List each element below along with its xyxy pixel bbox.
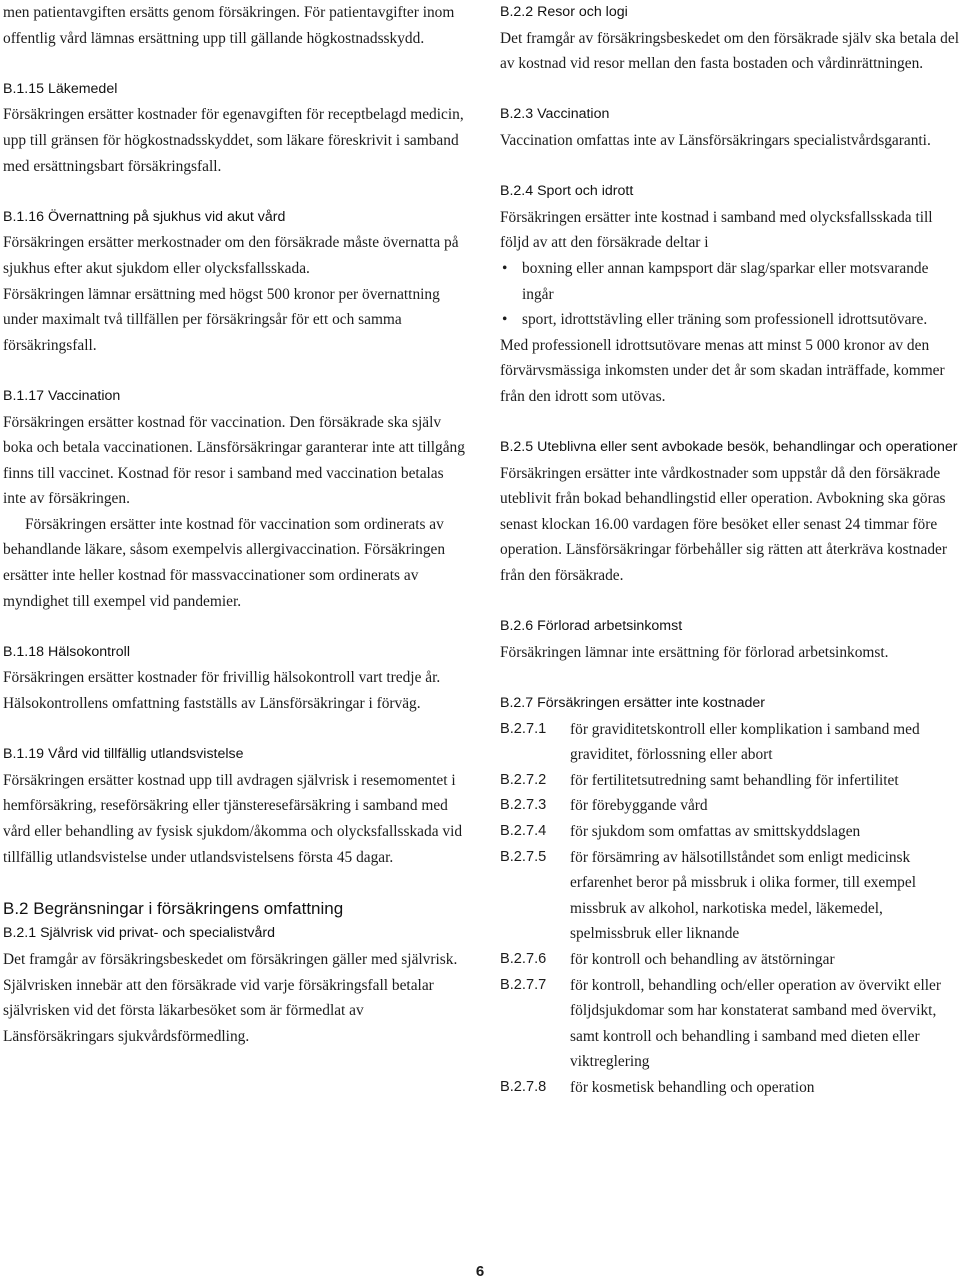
heading-b25: B.2.5 Uteblivna eller sent avbokade besök, behandlingar och operationer (500, 439, 958, 456)
heading-b22: B.2.2 Resor och logi (500, 4, 628, 20)
list-item: B.2.7.6 för kontroll och behandling av ätstörningar (500, 950, 835, 968)
heading-b26: B.2.6 Förlorad arbetsinkomst (500, 618, 683, 635)
heading-b115: B.1.15 Läkemedel (3, 80, 118, 97)
list-item: • boxning eller annan kampsport där slag/sparkar eller motsvarande ingår (500, 256, 960, 307)
page-number: 6 (475, 1263, 485, 1280)
list-item: B.2.7.4 för sjukdom som omfattas av smittskyddslagen (500, 823, 861, 840)
intro-paragraph: men patientavgiften ersätts genom försäkringen. För patientavgifter inom offentlig vård lämnas ersättning upp till gällande högkostnadsskydd. (3, 4, 455, 47)
right-column (500, 0, 960, 1101)
text-b22: Det framgår av försäkringsbeskedet om den försäkrade själv ska betala del av kostnad vid resor mellan den fasta bostaden och vårdinrättningen. (500, 29, 959, 73)
text-b118: Försäkringen ersätter kostnader för frivillig hälsokontroll vart tredje år. Hälsokontrollens omfattning fastställs av Länsförsäkringar i förväg. (3, 669, 441, 713)
heading-b119: B.1.19 Vård vid tillfällig utlandsvistelse (3, 746, 244, 763)
text-b24: Försäkringen ersätter inte kostnad i samband med olycksfallsskada till följd av att den försäkrade deltar i (500, 208, 933, 252)
left-column (3, 0, 465, 1049)
text-b119: Försäkringen ersätter kostnad upp till avdragen självrisk i resemomentet i hemförsäkring, reseförsäkring eller tjänsteresefärsäkring i samband med vård eller behandling av fysisk sjukdom/åkomma och olycksfallsskada vid tillfällig utlandsvistelse under utlandsvistelsens första 45 dagar. (3, 771, 463, 866)
heading-b21: B.2.1 Självrisk vid privat- och specialistvård (3, 925, 276, 942)
text-b117-p2: Försäkringen ersätter inte kostnad för vaccination som ordinerats av behandlande läkare, såsom exempelvis allergivaccination. Försäkringen ersätter inte heller kostnad för massvaccinationer som ordinerats av myndighet till exempel vid pandemier. (3, 515, 446, 610)
list-item: B.2.7.2 för fertilitetsutredning samt behandling för infertilitet (500, 771, 899, 789)
text-b117-p1: Försäkringen ersätter kostnad för vaccination. Den försäkrade ska själv boka och betala vaccinationen. Länsförsäkringar garanterar inte att tillgång finns till vaccinet. Kostnad för resor i samband med vaccination betalas inte av försäkringen. (3, 413, 465, 508)
heading-b118: B.1.18 Hälsokontroll (3, 643, 130, 660)
text-b21: Det framgår av försäkringsbeskedet om försäkringen gäller med självrisk. Självrisken innebär att den försäkrade vid varje försäkringsfall betalar självrisken vid det första läkarbesöket som är förmedlat av Länsförsäkringars sjukvårdsförmedling. (3, 950, 458, 1045)
text-b23: Vaccination omfattas inte av Länsförsäkringars specialistvårdsgaranti. (500, 131, 931, 149)
text-b116-p1: Försäkringen ersätter merkostnader om den försäkrade måste övernatta på sjukhus efter akut sjukdom eller olycksfallsskada. (3, 234, 459, 277)
list-item: B.2.7.3 för förebyggande vård (500, 797, 708, 815)
text-b116-p2: Försäkringen lämnar ersättning med högst 500 kronor per övernattning under maximalt två tillfällen per försäkringsår för ett och samma försäkringsfall. (3, 285, 440, 354)
heading-b24: B.2.4 Sport och idrott (500, 183, 634, 200)
list-item: B.2.7.8 för kosmetisk behandling och operation (500, 1078, 815, 1096)
heading-b23: B.2.3 Vaccination (500, 106, 610, 123)
list-item: B.2.7.5 för försämring av hälsotillståndet som enligt medicinsk erfarenhet beror på missbruk i olika former, till exempel missbruk av alkohol, narkotiska medel, läkemedel, spelmissbruk eller liknande (500, 848, 916, 943)
heading-b117: B.1.17 Vaccination (3, 387, 121, 404)
heading-b27: B.2.7 Försäkringen ersätter inte kostnader (500, 695, 765, 712)
list-item: • sport, idrottstävling eller träning som professionell idrottsutövare. (500, 307, 960, 333)
text-b115: Försäkringen ersätter kostnader för egenavgiften för receptbelagd medicin, upp till gränsen för högkostnadsskyddet, som läkare föreskrivit i samband med ersättningsbart försäkringsfall. (3, 106, 464, 175)
text-b26: Försäkringen lämnar inte ersättning för förlorad arbetsinkomst. (500, 643, 889, 661)
bullet-icon: • (502, 311, 508, 329)
heading-b2: B.2 Begränsningar i försäkringens omfattning (3, 898, 344, 918)
text-b25: Försäkringen ersätter inte vårdkostnader som uppstår då den försäkrade uteblivit från bokad behandlingstid eller operation. Avbokning ska göras senast klockan 16.00 vardagen före besöket eller senast 24 timmar före operation. Länsförsäkringar förbehåller sig rätten att återkräva kostnader från den försäkrade. (500, 464, 947, 585)
bullet-list-b24 (500, 256, 960, 333)
heading-b116: B.1.16 Övernattning på sjukhus vid akut vård (3, 208, 286, 225)
list-item: B.2.7.7 för kontroll, behandling och/eller operation av övervikt eller följdsjukdomar som har konstaterat samband med övervikt, samt kontroll och behandling i samband med dieten eller viktreglering (500, 976, 941, 1071)
exclusion-list (500, 717, 960, 1101)
list-item: B.2.7.1 för graviditetskontroll eller komplikation i samband med graviditet, förlossning eller abort (500, 720, 920, 764)
text-b24-after: Med professionell idrottsutövare menas att minst 5 000 kronor av den förvärvsmässiga inkomsten under det år som skadan inträffade, kommer från den idrott som utövas. (500, 336, 945, 405)
bullet-icon: • (502, 259, 508, 277)
